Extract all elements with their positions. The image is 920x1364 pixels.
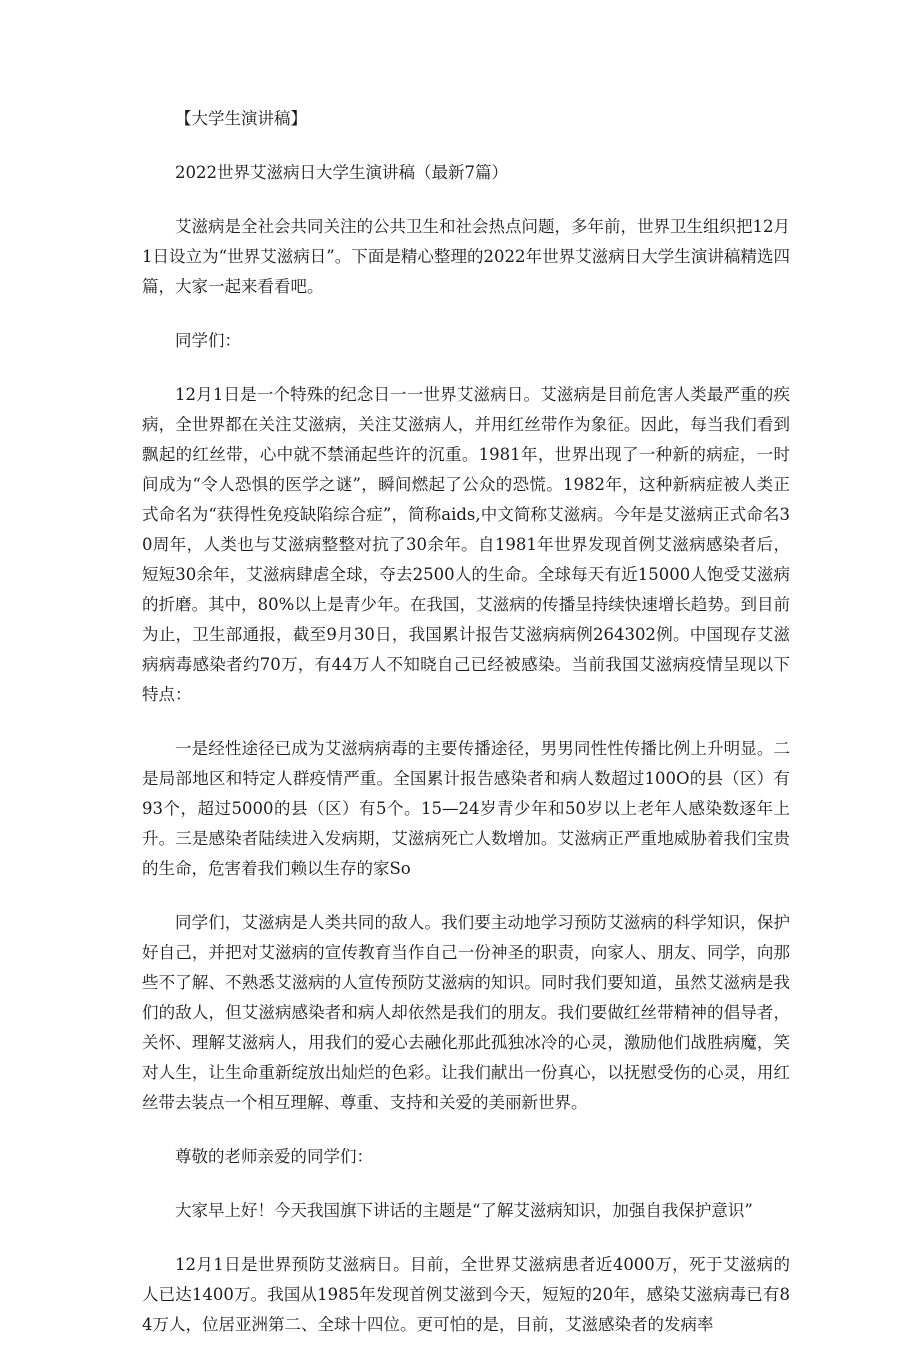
paragraph-greeting-students: 同学们：: [175, 331, 241, 350]
paragraph-call-to-action: 同学们，艾滋病是人类共同的敌人。我们要主动地学习预防艾滋病的科学知识，保护好自己，并把对艾滋病的宣传教育当作自己一份神圣的职责，向家人、朋友、同学，向那些不了解、不熟悉艾滋病的人宣传预防艾滋病的知识。同时我们要知道，虽然艾滋病是我们的敌人，但艾滋病感染者和病人却依然是我们的朋友。我们要做红丝带精神的倡导者，关怀、理解艾滋病人，用我们的爱心去融化那此孤独冰冷的心灵，激励他们战胜病魔，笑对人生，让生命重新绽放出灿烂的色彩。让我们献出一份真心，以抚慰受伤的心灵，用红丝带去装点一个相互理解、尊重、支持和关爱的美丽新世界。: [142, 913, 790, 1112]
paragraph-statistics: 12月1日是世界预防艾滋病日。目前，全世界艾滋病患者近4000万，死于艾滋病的人已达1400万。我国从1985年发现首例艾滋到今天，短短的20年，感染艾滋病毒已有84万人，位居亚洲第二、全球十四位。更可怕的是，目前，艾滋感染者的发病率: [142, 1255, 790, 1334]
document-body: [142, 104, 790, 1364]
paragraph-greeting-teachers: 尊敬的老师亲爱的同学们：: [175, 1147, 373, 1166]
document-title: 2022世界艾滋病日大学生演讲稿（最新7篇）: [175, 163, 508, 182]
paragraph-intro: 艾滋病是全社会共同关注的公共卫生和社会热点问题，多年前，世界卫生组织把12月1日设立为“世界艾滋病日”。下面是精心整理的2022年世界艾滋病日大学生演讲稿精选四篇，大家一起来看看吧。: [142, 217, 790, 296]
paragraph-history: 12月1日是一个特殊的纪念日一一世界艾滋病日。艾滋病是目前危害人类最严重的疾病，全世界都在关注艾滋病，关注艾滋病人，并用红丝带作为象征。因此，每当我们看到飘起的红丝带，心中就不禁涌起些许的沉重。1981年，世界出现了一种新的病症，一时间成为“令人恐惧的医学之谜”，瞬间燃起了公众的恐慌。1982年，这种新病症被人类正式命名为“获得性免疫缺陷综合症”，简称aids,中文简称艾滋病。今年是艾滋病正式命名30周年，人类也与艾滋病整整对抗了30余年。自1981年世界发现首例艾滋病感染者后，短短30余年，艾滋病肆虐全球，夺去2500人的生命。全球每天有近15000人饱受艾滋病的折磨。其中，80%以上是青少年。在我国，艾滋病的传播呈持续快速增长趋势。到目前为止，卫生部通报，截至9月30日，我国累计报告艾滋病病例264302例。中国现存艾滋病病毒感染者约70万，有44万人不知晓自己已经被感染。当前我国艾滋病疫情呈现以下特点：: [142, 385, 790, 704]
paragraph-features: 一是经性途径已成为艾滋病病毒的主要传播途径，男男同性性传播比例上升明显。二是局部地区和特定人群疫情严重。全国累计报告感染者和病人数超过100O的县（区）有93个，超过5000的县（区）有5个。15—24岁青少年和50岁以上老年人感染数逐年上升。三是感染者陆续进入发病期，艾滋病死亡人数增加。艾滋病正严重地威胁着我们宝贵的生命，危害着我们赖以生存的家So: [142, 739, 790, 878]
document-category: 【大学生演讲稿】: [175, 109, 307, 128]
paragraph-speech-theme: 大家早上好！今天我国旗下讲话的主题是“了解艾滋病知识，加强自我保护意识”: [175, 1201, 753, 1220]
